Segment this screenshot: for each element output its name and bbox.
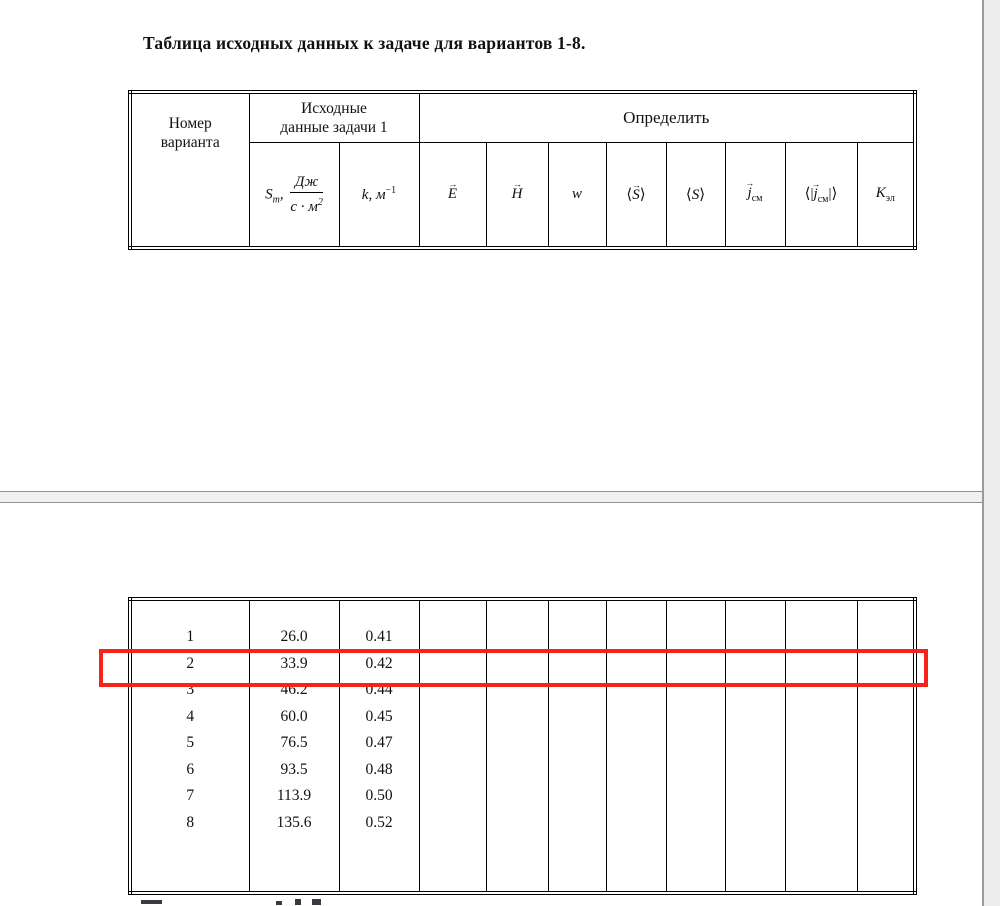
empty-cell — [857, 599, 915, 893]
col-header-j-displacement-avg — [785, 143, 857, 249]
h-symbol: H — [511, 186, 523, 202]
j-vector-symbol — [745, 177, 755, 202]
w-symbol: w — [571, 186, 582, 202]
variant-value: 4 — [186, 707, 195, 725]
variant-value: 6 — [186, 760, 195, 778]
vector-arrow-icon: → — [513, 178, 523, 189]
separator: , — [279, 185, 288, 202]
col-group-initial-data — [249, 92, 419, 143]
s-symbol: S — [265, 185, 273, 202]
angle-bracket-close: ⟩ — [639, 187, 646, 203]
s-vector-symbol — [631, 179, 641, 204]
col-header-s-amplitude — [249, 143, 339, 249]
variant-column — [130, 599, 249, 893]
col-header-e-vector — [419, 143, 486, 249]
e-vector-symbol — [447, 178, 458, 203]
variant-value: 2 — [186, 654, 195, 672]
j-vector-symbol — [811, 178, 821, 203]
col-header-variant — [130, 92, 249, 248]
empty-cell — [548, 599, 606, 893]
determine-label: Определить — [623, 108, 710, 127]
s-symbol: S — [632, 187, 640, 203]
s-subscript: m — [272, 193, 280, 205]
k-unit: м — [375, 187, 386, 203]
page-2 — [0, 503, 982, 906]
j-subscript: см — [751, 193, 763, 204]
s-value: 113.9 — [276, 787, 312, 804]
variant-value: 5 — [186, 734, 195, 751]
vector-arrow-icon: → — [745, 177, 755, 188]
col-header-s-vector-avg — [606, 143, 666, 249]
s-value-column — [249, 599, 339, 893]
col-header-k-coefficient — [857, 143, 915, 249]
k-value: 0.52 — [365, 813, 393, 831]
k-value: 0.50 — [365, 787, 393, 804]
s-value: 26.0 — [280, 628, 308, 645]
s-unit-fraction — [290, 174, 322, 216]
empty-cell — [785, 599, 857, 893]
header-table — [128, 90, 917, 250]
variant-value: 3 — [186, 681, 195, 698]
k-unit-exponent: −1 — [385, 185, 397, 196]
viewport-right-edge — [982, 0, 1000, 906]
s-value: 93.5 — [280, 760, 308, 778]
initial-data-line2: данные задачи 1 — [280, 119, 388, 136]
variant-value: 7 — [186, 787, 195, 804]
k-value: 0.41 — [365, 628, 393, 645]
vector-arrow-icon: → — [631, 179, 641, 190]
empty-cell — [725, 599, 785, 893]
s-value: 60.0 — [280, 707, 308, 725]
clipped-text-fragment — [295, 899, 301, 905]
variant-label-line2: варианта — [160, 134, 220, 151]
col-header-h-vector — [486, 143, 548, 249]
empty-cell — [486, 599, 548, 893]
k-symbol: k — [361, 187, 369, 203]
e-symbol: E — [447, 186, 458, 202]
col-header-w — [548, 143, 606, 249]
s-unit-denominator — [290, 193, 322, 216]
s-value: 135.6 — [276, 813, 312, 831]
s-value: 33.9 — [280, 654, 308, 672]
document-title: Таблица исходных данных к задаче для вариантов 1-8. — [143, 33, 586, 53]
s-unit-numerator: Дж — [290, 174, 322, 193]
open-bracket: ⟨| — [804, 186, 814, 202]
vector-arrow-icon: → — [811, 178, 821, 189]
col-header-j-displacement — [725, 143, 785, 249]
k-coef-symbol: K — [875, 185, 886, 201]
empty-cell — [419, 599, 486, 893]
angle-bracket-open: ⟨ — [626, 187, 633, 203]
k-coef-subscript: эл — [885, 193, 895, 204]
col-group-determine — [419, 92, 915, 143]
k-value: 0.48 — [365, 760, 393, 778]
clipped-text-fragment — [141, 900, 162, 904]
close-bracket: |⟩ — [828, 186, 838, 202]
empty-cell — [606, 599, 666, 893]
body-table — [128, 597, 917, 895]
k-value: 0.42 — [365, 654, 393, 672]
page-break-gap — [0, 491, 982, 503]
col-header-s-avg — [666, 143, 725, 249]
col-header-k — [339, 143, 419, 249]
angle-bracket-open: ⟨ — [685, 187, 692, 203]
k-value: 0.44 — [365, 681, 393, 698]
variant-label-line1: Номер — [168, 115, 212, 132]
clipped-text-fragment — [312, 899, 321, 905]
s-unit-denominator-text: с · м — [290, 198, 318, 215]
vector-arrow-icon: → — [448, 178, 458, 189]
j-symbol: j — [813, 186, 818, 202]
j-subscript: см — [817, 194, 829, 205]
empty-cell — [666, 599, 725, 893]
variant-value: 1 — [186, 628, 195, 645]
angle-bracket-close: ⟩ — [699, 187, 706, 203]
s-value: 46.2 — [280, 681, 308, 698]
k-value-column — [339, 599, 419, 893]
separator: , — [368, 187, 376, 203]
h-vector-symbol — [511, 178, 523, 203]
s-value: 76.5 — [280, 734, 308, 751]
initial-data-line1: Исходные — [301, 100, 367, 117]
clipped-text-fragment — [276, 901, 282, 905]
s-unit-denominator-exp: 2 — [317, 196, 323, 208]
k-value: 0.45 — [365, 707, 393, 725]
variant-value: 8 — [186, 813, 195, 831]
k-value: 0.47 — [365, 734, 393, 751]
highlight-rectangle — [99, 649, 928, 687]
s-symbol: S — [691, 187, 700, 203]
j-symbol: j — [747, 185, 752, 201]
